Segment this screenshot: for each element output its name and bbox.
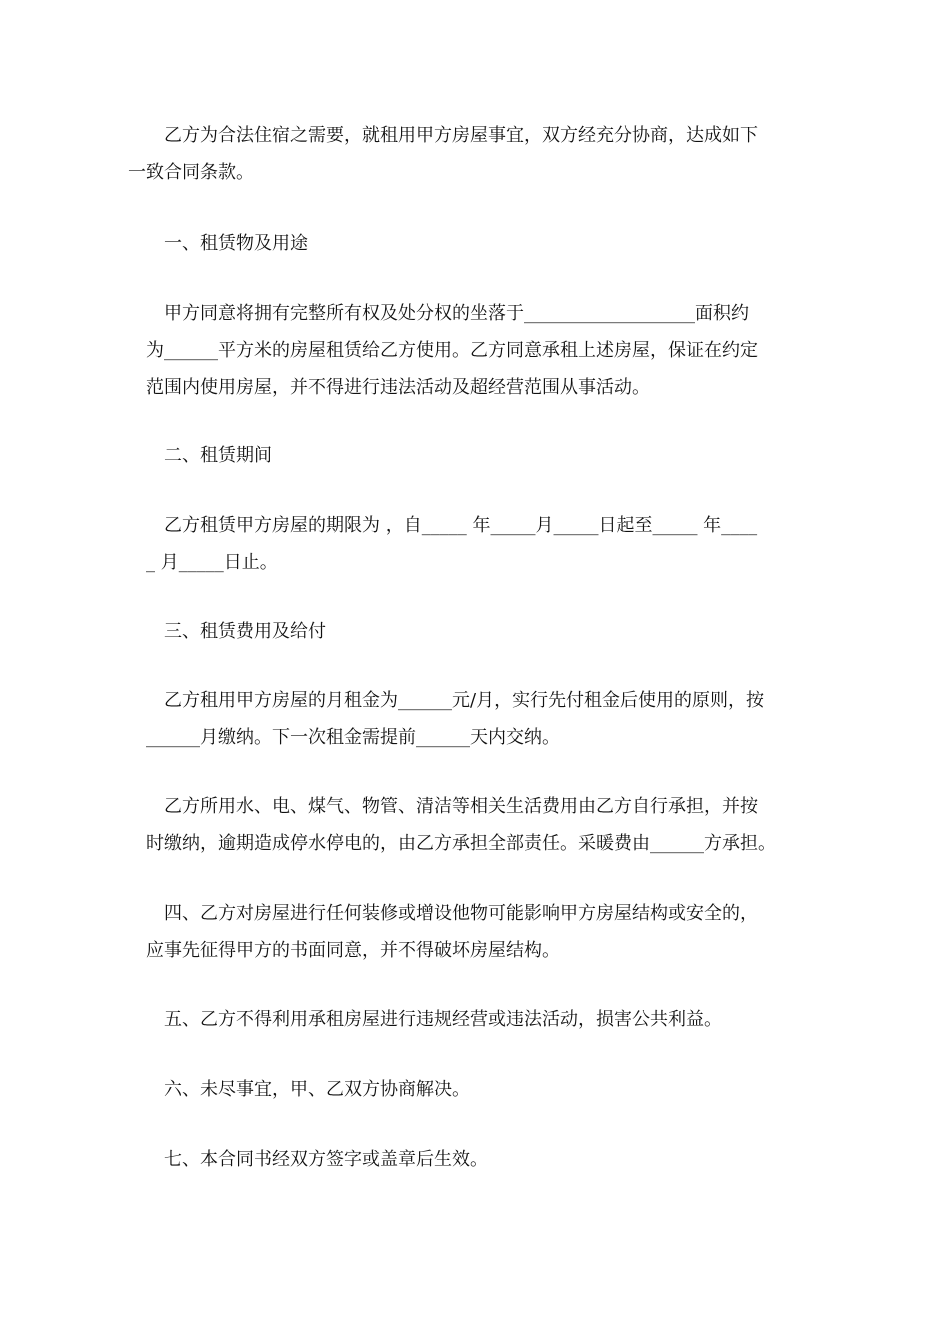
section-1-heading: 一、租赁物及用途 (164, 233, 308, 254)
section-3-heading: 三、租赁费用及给付 (164, 621, 326, 642)
section-5-line-1: 五、乙方不得利用承租房屋进行违规经营或违法活动，损害公共利益。 (164, 1009, 722, 1030)
section-1-paragraph (146, 295, 810, 406)
section-3-p2-line-2: 时缴纳，逾期造成停水停电的，由乙方承担全部责任。采暖费由______方承担。 (146, 833, 776, 854)
intro-line-2: 一致合同条款。 (128, 162, 254, 183)
section-1-line-1: 甲方同意将拥有完整所有权及处分权的坐落于___________________面积约 (164, 303, 749, 324)
section-3-paragraph-1 (146, 682, 810, 756)
section-6-paragraph (146, 1071, 810, 1108)
section-7-paragraph (146, 1141, 810, 1178)
section-3-p1-line-2: ______月缴纳。下一次租金需提前______天内交纳。 (146, 727, 560, 748)
section-2-heading: 二、租赁期间 (164, 445, 272, 466)
section-6-line-1: 六、未尽事宜，甲、乙双方协商解决。 (164, 1079, 470, 1100)
section-2-paragraph (146, 507, 810, 581)
section-5-paragraph (146, 1001, 810, 1038)
section-3-p1-line-1: 乙方租用甲方房屋的月租金为______元/月，实行先付租金后使用的原则，按 (164, 690, 765, 711)
section-1-line-2: 为______平方米的房屋租赁给乙方使用。乙方同意承租上述房屋，保证在约定 (146, 340, 758, 361)
section-3-paragraph-2 (146, 788, 810, 862)
section-7-line-1: 七、本合同书经双方签字或盖章后生效。 (164, 1149, 488, 1170)
intro-paragraph (128, 117, 810, 191)
section-2-line-1: 乙方租赁甲方房屋的期限为 ，自_____ 年_____月_____日起至_____ 年____ (164, 515, 758, 536)
section-4-line-1: 四、乙方对房屋进行任何装修或增设他物可能影响甲方房屋结构或安全的， (164, 903, 758, 924)
section-1-line-3: 范围内使用房屋，并不得进行违法活动及超经营范围从事活动。 (146, 377, 650, 398)
section-4-paragraph (146, 895, 810, 969)
section-4-line-2: 应事先征得甲方的书面同意，并不得破坏房屋结构。 (146, 940, 560, 961)
section-2-line-2: _ 月_____日止。 (146, 552, 278, 573)
section-3-p2-line-1: 乙方所用水、电、煤气、物管、清洁等相关生活费用由乙方自行承担，并按 (164, 796, 758, 817)
intro-line-1: 乙方为合法住宿之需要，就租用甲方房屋事宜，双方经充分协商，达成如下 (164, 125, 758, 146)
